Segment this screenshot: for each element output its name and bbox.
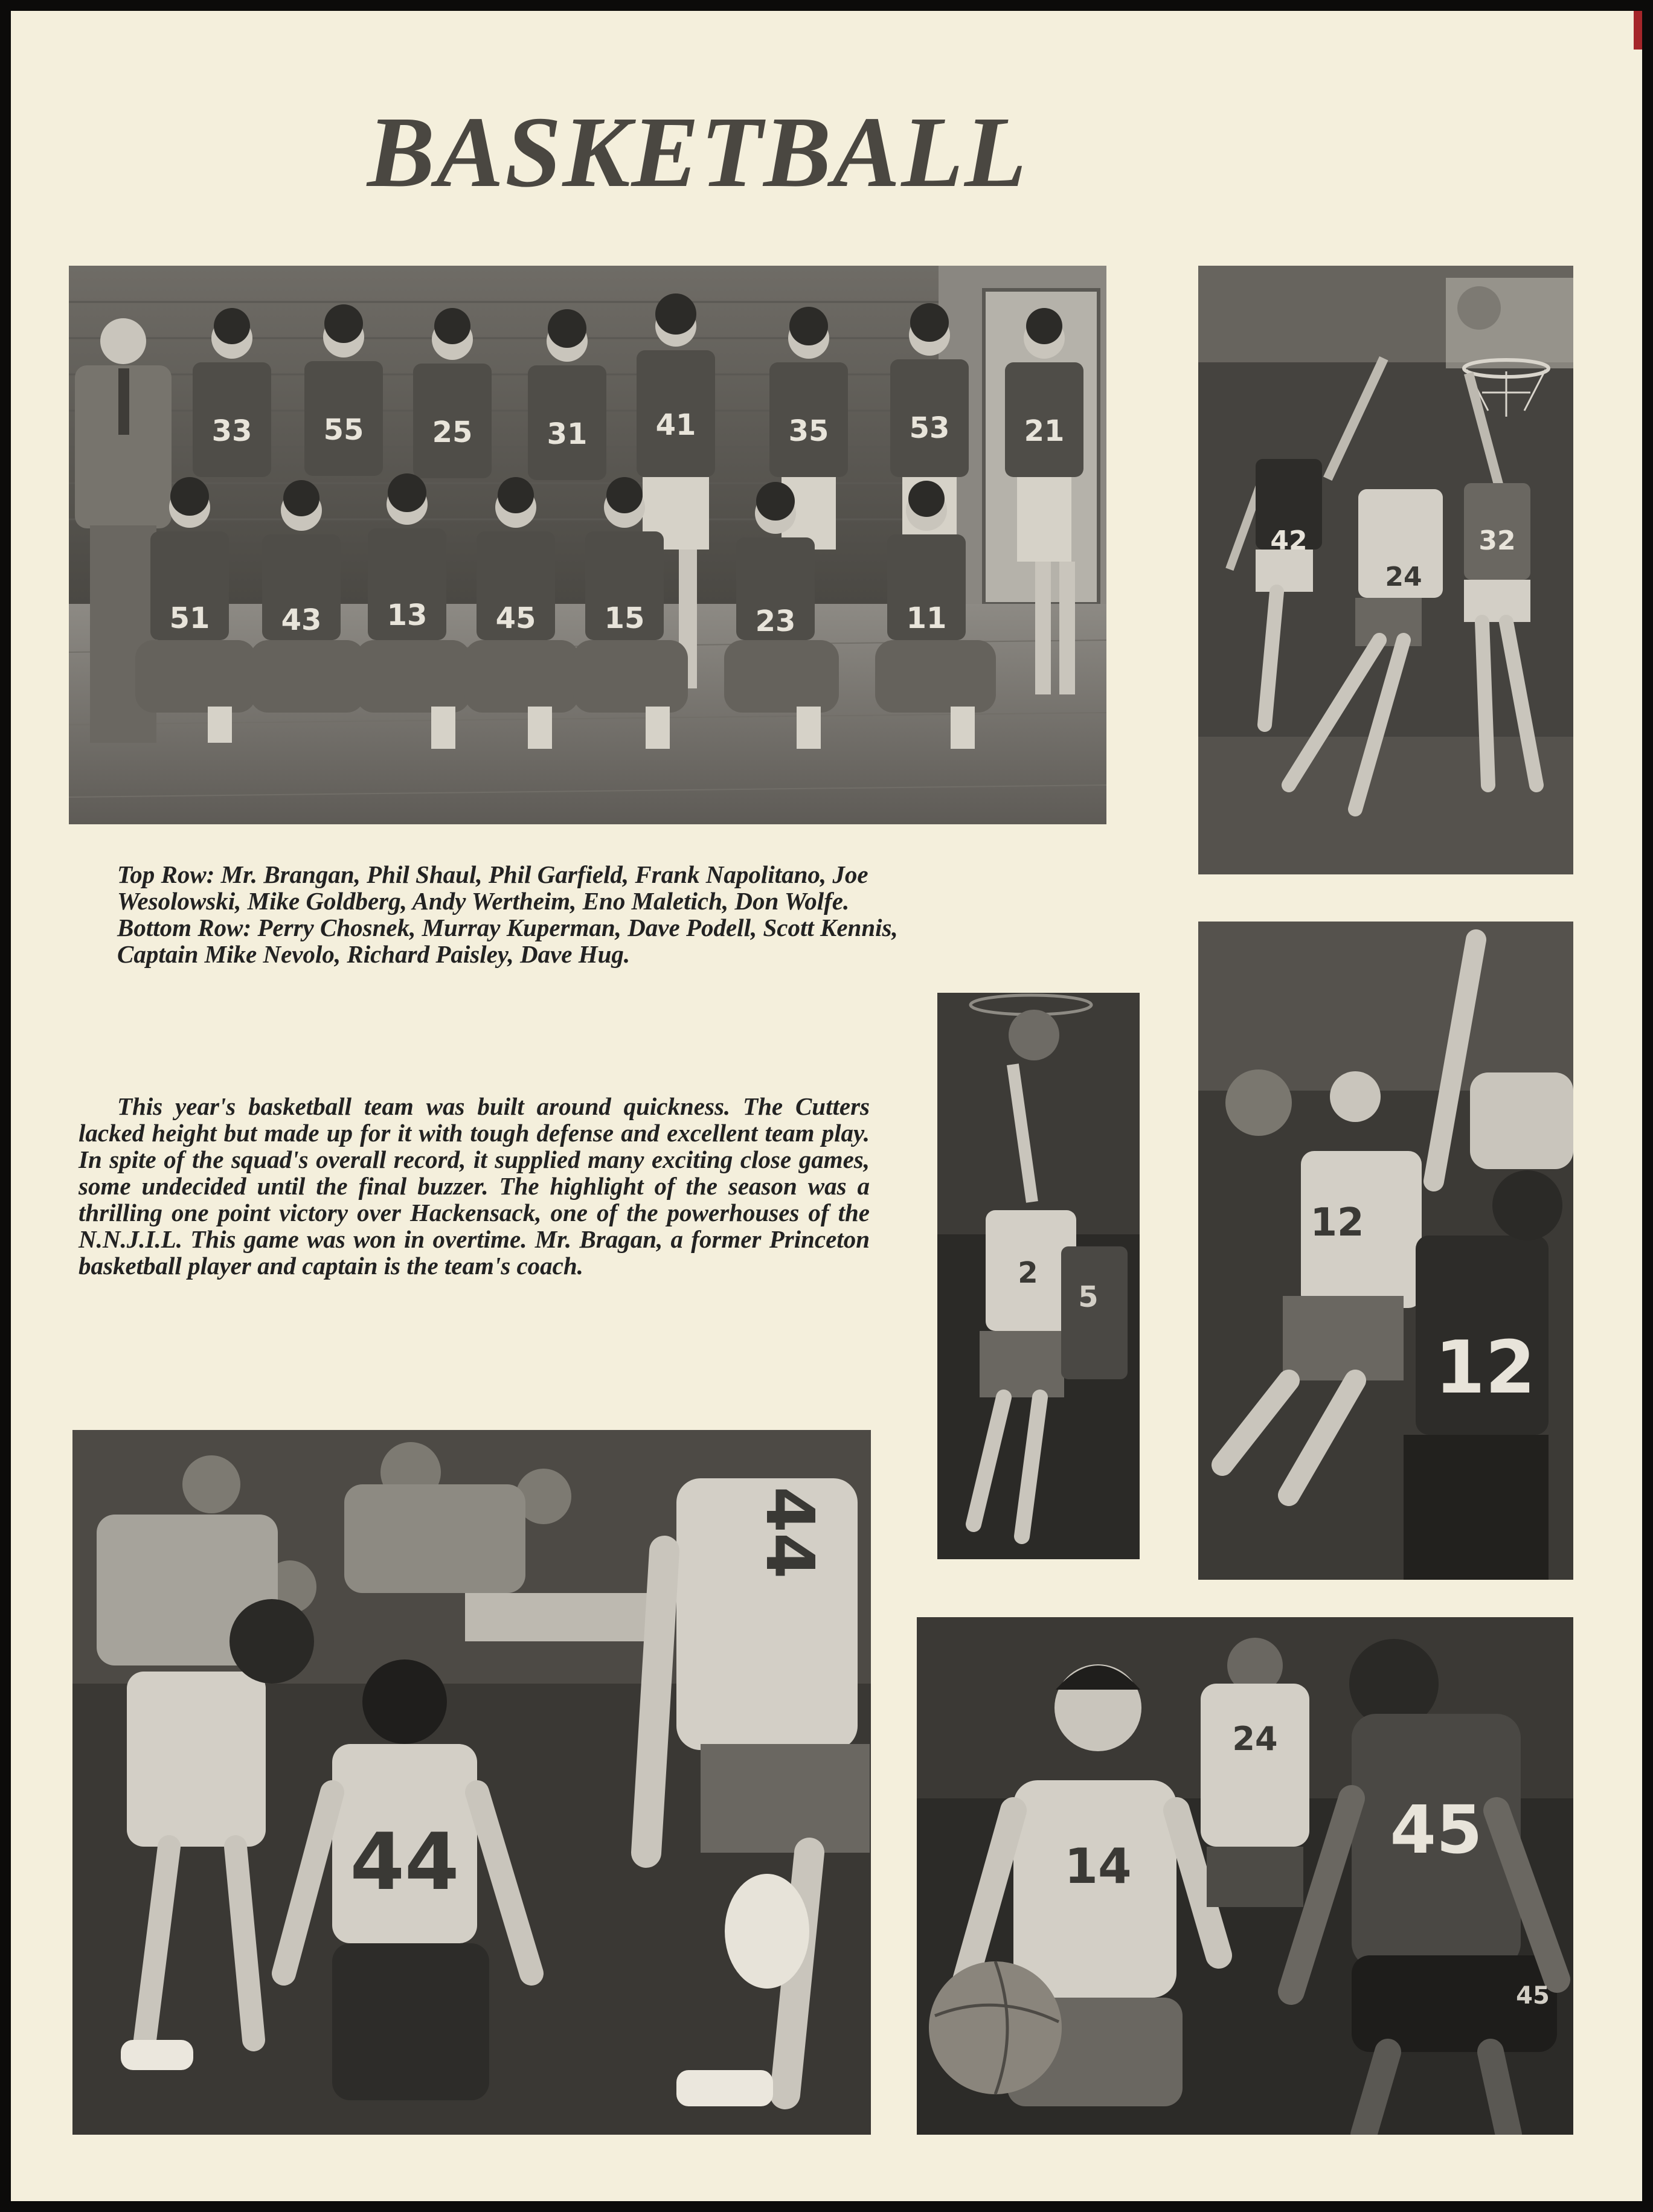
jersey-dribble-24: 24 bbox=[1232, 1720, 1278, 1758]
yearbook-page bbox=[11, 11, 1642, 2201]
jersey-kneeling-1: 51 bbox=[169, 601, 210, 635]
jersey-kneeling-5: 15 bbox=[604, 601, 645, 635]
jersey-rebound-42: 42 bbox=[1270, 525, 1308, 556]
jersey-dribble-14: 14 bbox=[1064, 1838, 1132, 1894]
jersey-standing-8: 21 bbox=[1024, 414, 1065, 448]
caption-line-3: Bottom Row: Perry Chosnek, Murray Kuperman, Dave Podell, Scott Kennis, bbox=[117, 914, 898, 941]
jersey-standing-2: 55 bbox=[323, 413, 364, 447]
season-story: This year's basketball team was built around quickness. The Cutters lacked height but made up for it with tough defense and excellent team play. In spite of the squad's overall record, it supplied many exciting close games, some undecided until the final buzzer. The highlight of the season was a thrilling one point victory over Hackensack, one of the powerhouses of the N.N.J.I.L. This game was won in overtime. Mr. Bragan, a former Princeton basketball player and captain is the team's coach. bbox=[79, 1092, 870, 1280]
shot-photo bbox=[1198, 922, 1573, 1580]
caption-line-2: Wesolowski, Mike Goldberg, Andy Wertheim, Eno Maletich, Don Wolfe. bbox=[117, 887, 850, 915]
jersey-standing-1: 33 bbox=[211, 414, 252, 448]
page-title: BASKETBALL bbox=[367, 96, 1028, 208]
jersey-shot-dark-12: 12 bbox=[1434, 1326, 1536, 1410]
shorts-dribble-45: 45 bbox=[1516, 1982, 1550, 2010]
jersey-layup-2: 2 bbox=[1018, 1256, 1038, 1290]
jersey-standing-5: 41 bbox=[655, 408, 696, 442]
huddle-photo bbox=[72, 1430, 871, 2135]
jersey-standing-6: 35 bbox=[788, 414, 829, 448]
jersey-kneeling-7: 11 bbox=[906, 601, 947, 635]
rebound-photo bbox=[1198, 266, 1573, 874]
jersey-rebound-32: 32 bbox=[1478, 525, 1516, 556]
dribble-photo bbox=[917, 1617, 1573, 2135]
jersey-rebound-24: 24 bbox=[1385, 562, 1422, 592]
jersey-layup-5: 5 bbox=[1078, 1280, 1099, 1314]
jersey-standing-4: 31 bbox=[547, 417, 588, 451]
jersey-shot-white-12: 12 bbox=[1310, 1201, 1364, 1245]
team-photo bbox=[69, 266, 1106, 824]
jersey-kneeling-2: 43 bbox=[281, 603, 322, 637]
layup-photo bbox=[937, 993, 1140, 1559]
jersey-kneeling-4: 45 bbox=[495, 601, 536, 635]
jersey-standing-3: 25 bbox=[432, 415, 473, 449]
jersey-kneeling-6: 23 bbox=[755, 604, 796, 638]
spine-mark bbox=[1634, 11, 1642, 50]
jersey-huddle-back-44: 44 bbox=[350, 1816, 460, 1908]
jersey-huddle-standing-44: 44 bbox=[751, 1486, 829, 1579]
jersey-kneeling-3: 13 bbox=[387, 598, 428, 632]
jersey-dribble-45: 45 bbox=[1390, 1791, 1483, 1868]
caption-line-4: Captain Mike Nevolo, Richard Paisley, Dave Hug. bbox=[117, 940, 631, 968]
team-photo-caption bbox=[117, 861, 1071, 967]
jersey-standing-7: 53 bbox=[909, 411, 950, 445]
caption-line-1: Top Row: Mr. Brangan, Phil Shaul, Phil Garfield, Frank Napolitano, Joe bbox=[117, 861, 868, 888]
